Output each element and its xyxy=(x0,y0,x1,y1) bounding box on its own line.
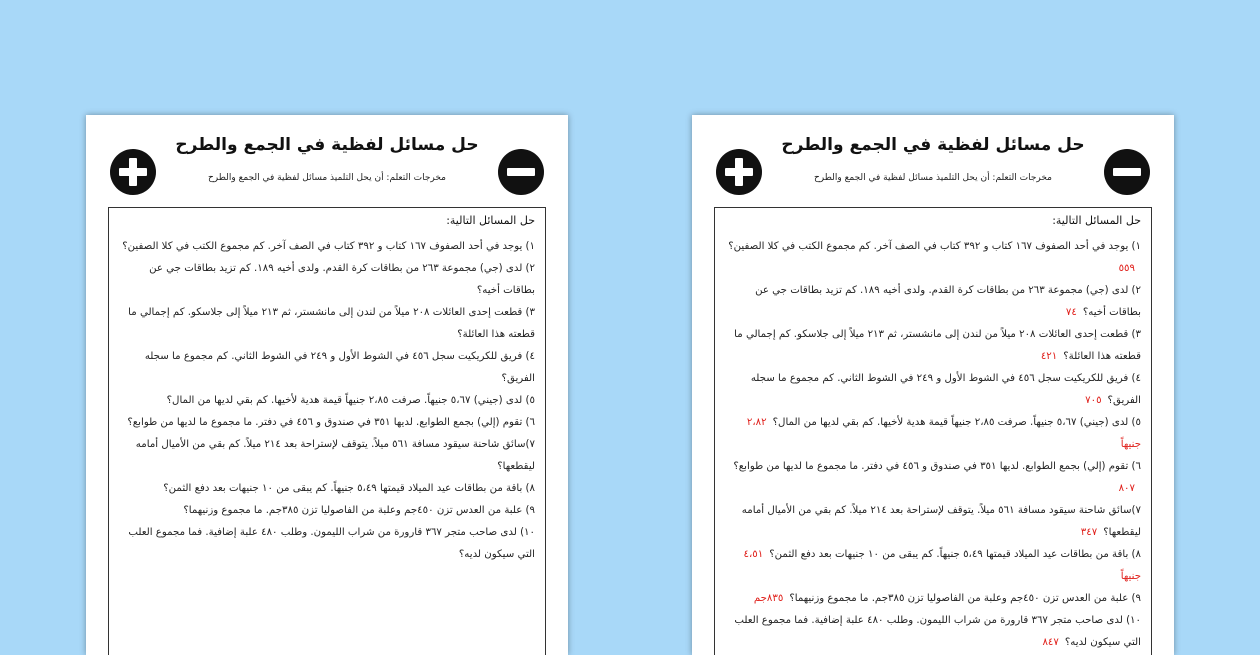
question-text: ٤) فريق للكريكيت سجل ٤٥٦ في الشوط الأول و ٢٤٩ في الشوط الثاني. كم مجموع ما سجله الفريق؟ xyxy=(144,351,535,384)
question-item xyxy=(725,610,1141,654)
question-item xyxy=(119,236,535,258)
question-item xyxy=(119,522,535,566)
question-item xyxy=(119,346,535,390)
answer-text: ٨٣٥جم xyxy=(753,593,784,604)
worksheet-answers xyxy=(692,115,1174,655)
worksheet-subtitle: مخرجات التعلم: أن يحل التلميذ مسائل لفظية في الجمع والطرح xyxy=(814,173,1052,183)
question-text: ٢) لدى (جي) مجموعة ٢٦٣ من بطاقات كرة القدم. ولدى أخيه ١٨٩. كم تزيد بطاقات جي عن بطاقات أخيه؟ xyxy=(755,285,1141,318)
question-item xyxy=(725,412,1141,456)
question-text: ٩) علبة من العدس تزن ٤٥٠جم وعلبة من الفاصوليا تزن ٣٨٥جم. ما مجموع وزنيهما؟ xyxy=(183,505,535,516)
question-item xyxy=(725,456,1141,500)
plus-icon xyxy=(716,149,762,195)
question-text: ٩) علبة من العدس تزن ٤٥٠جم وعلبة من الفاصوليا تزن ٣٨٥جم. ما مجموع وزنيهما؟ xyxy=(789,593,1141,604)
answer-text: ٧٠٥ xyxy=(1085,395,1102,406)
minus-icon xyxy=(498,149,544,195)
answer-text: ٨٤٧ xyxy=(1042,637,1059,648)
question-text: ٦) تقوم (إلي) بجمع الطوابع. لديها ٣٥١ في صندوق و ٤٥٦ في دفتر. ما مجموع ما لديها من طوابع؟ xyxy=(127,417,535,428)
answer-text: ٨٠٧ xyxy=(1118,483,1135,494)
answer-text: ٢،٨٢ جنيهاً xyxy=(746,417,1141,450)
question-text: ٨) باقة من بطاقات عيد الميلاد قيمتها ٥،٤٩ جنيهاً. كم يبقى من ١٠ جنيهات بعد دفع الثمن؟ xyxy=(769,549,1141,560)
instructions-text: حل المسائل التالية: xyxy=(1052,214,1141,227)
question-text: ٢) لدى (جي) مجموعة ٢٦٣ من بطاقات كرة القدم. ولدى أخيه ١٨٩. كم تزيد بطاقات جي عن بطاقات أخيه؟ xyxy=(149,263,535,296)
question-text: ١٠) لدى صاحب متجر ٣٦٧ قارورة من شراب الليمون. وطلب ٤٨٠ علبة إضافية. فما مجموع العلب التي سيكون لديه؟ xyxy=(128,527,535,560)
worksheet-subtitle: مخرجات التعلم: أن يحل التلميذ مسائل لفظية في الجمع والطرح xyxy=(208,173,446,183)
question-text: ٧)سائق شاحنة سيقود مسافة ٥٦١ ميلاً. يتوقف لإستراحة بعد ٢١٤ ميلاً. كم بقي من الأميال أمامه ليقطعها؟ xyxy=(135,439,535,472)
worksheet-title: حل مسائل لفظية في الجمع والطرح xyxy=(175,135,479,155)
question-item xyxy=(119,302,535,346)
question-item xyxy=(725,500,1141,544)
answer-text: ٥٥٩ xyxy=(1118,263,1135,274)
question-item xyxy=(119,478,535,500)
questions-box xyxy=(108,207,546,655)
question-item xyxy=(725,280,1141,324)
instructions-text: حل المسائل التالية: xyxy=(446,214,535,227)
question-item xyxy=(119,258,535,302)
question-item xyxy=(725,588,1141,610)
question-text: ١٠) لدى صاحب متجر ٣٦٧ قارورة من شراب الليمون. وطلب ٤٨٠ علبة إضافية. فما مجموع العلب التي سيكون لديه؟ xyxy=(734,615,1141,648)
plus-icon xyxy=(110,149,156,195)
answer-text: ٣٤٧ xyxy=(1080,527,1098,538)
question-text: ٥) لدى (جيني) ٥،٦٧ جنيهاً. صرفت ٢،٨٥ جنيهاً قيمة هدية لأخيها. كم بقي لديها من المال؟ xyxy=(166,395,535,406)
question-item xyxy=(725,236,1141,280)
question-text: ١) يوجد في أحد الصفوف ١٦٧ كتاب و ٣٩٢ كتاب في الصف آخر. كم مجموع الكتب في كلا الصفين؟ xyxy=(122,241,535,252)
answer-text: ٤٢١ xyxy=(1040,351,1058,362)
question-text: ٨) باقة من بطاقات عيد الميلاد قيمتها ٥،٤٩ جنيهاً. كم يبقى من ١٠ جنيهات بعد دفع الثمن؟ xyxy=(163,483,535,494)
answer-text: ٤،٥١ جنيهاً xyxy=(743,549,1141,582)
question-item xyxy=(725,324,1141,368)
question-text: ٣) قطعت إحدى العائلات ٢٠٨ ميلاً من لندن إلى مانشستر، ثم ٢١٣ ميلاً إلى جلاسكو. كم إجمالي ما قطعته هذا العائلة؟ xyxy=(734,329,1141,362)
worksheet-title: حل مسائل لفظية في الجمع والطرح xyxy=(781,135,1085,155)
worksheet-questions xyxy=(86,115,568,655)
question-text: ٧)سائق شاحنة سيقود مسافة ٥٦١ ميلاً. يتوقف لإستراحة بعد ٢١٤ ميلاً. كم بقي من الأميال أمامه ليقطعها؟ xyxy=(741,505,1141,538)
question-text: ٤) فريق للكريكيت سجل ٤٥٦ في الشوط الأول و ٢٤٩ في الشوط الثاني. كم مجموع ما سجله الفريق؟ xyxy=(750,373,1141,406)
question-text: ٦) تقوم (إلي) بجمع الطوابع. لديها ٣٥١ في صندوق و ٤٥٦ في دفتر. ما مجموع ما لديها من طوابع؟ xyxy=(733,461,1141,472)
question-item xyxy=(119,500,535,522)
question-item xyxy=(119,390,535,412)
question-item xyxy=(725,368,1141,412)
question-item xyxy=(119,434,535,478)
question-text: ١) يوجد في أحد الصفوف ١٦٧ كتاب و ٣٩٢ كتاب في الصف آخر. كم مجموع الكتب في كلا الصفين؟ xyxy=(728,241,1141,252)
answer-text: ٧٤ xyxy=(1065,307,1077,318)
questions-box xyxy=(714,207,1152,655)
question-text: ٥) لدى (جيني) ٥،٦٧ جنيهاً. صرفت ٢،٨٥ جنيهاً قيمة هدية لأخيها. كم بقي لديها من المال؟ xyxy=(772,417,1141,428)
question-item xyxy=(725,544,1141,588)
minus-icon xyxy=(1104,149,1150,195)
question-text: ٣) قطعت إحدى العائلات ٢٠٨ ميلاً من لندن إلى مانشستر، ثم ٢١٣ ميلاً إلى جلاسكو. كم إجمالي ما قطعته هذا العائلة؟ xyxy=(128,307,535,340)
question-item xyxy=(119,412,535,434)
